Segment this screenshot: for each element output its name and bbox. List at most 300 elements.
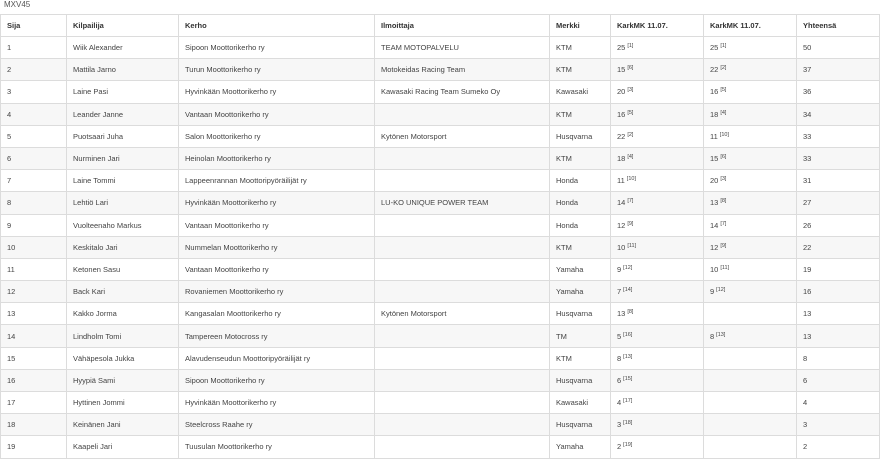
cell-make xyxy=(550,236,611,258)
cell-entrant-value: Kytönen Motorsport xyxy=(381,131,447,141)
cell-position-value: 19 xyxy=(7,442,16,452)
cell-club-value: Hyvinkään Moottorikerho ry xyxy=(185,398,277,408)
cell-race-1 xyxy=(611,147,704,169)
cell-race-1-value: 8 xyxy=(617,353,622,363)
cell-make-value: Husqvarna xyxy=(556,375,593,385)
cell-total-value: 26 xyxy=(803,220,812,230)
cell-make xyxy=(550,392,611,414)
cell-race-1-value: 15 xyxy=(617,65,626,75)
cell-total xyxy=(797,414,880,436)
cell-rider xyxy=(67,59,179,81)
cell-total xyxy=(797,436,880,458)
cell-total-value: 8 xyxy=(803,353,808,363)
header-kilpailija[interactable]: Kilpailija xyxy=(67,15,179,37)
cell-club-value: Lappeenrannan Moottoripyöräilijät ry xyxy=(185,176,307,186)
cell-make-value: KTM xyxy=(556,43,572,53)
cell-race-1-value: 20 xyxy=(617,87,626,97)
cell-make-value: Honda xyxy=(556,220,579,230)
cell-race-1-position: [11] xyxy=(627,242,637,249)
table-row xyxy=(1,236,880,258)
header-kerho[interactable]: Kerho xyxy=(179,15,375,37)
cell-race-2 xyxy=(704,369,797,391)
cell-position xyxy=(1,236,67,258)
cell-club xyxy=(179,147,375,169)
cell-position xyxy=(1,325,67,347)
cell-total xyxy=(797,236,880,258)
cell-make-value: KTM xyxy=(556,109,572,119)
cell-make-value: Husqvarna xyxy=(556,131,593,141)
cell-race-2-position: [5] xyxy=(720,87,727,94)
cell-race-2-position: [11] xyxy=(720,264,730,271)
cell-club-value: Vantaan Moottorikerho ry xyxy=(185,264,269,274)
cell-position-value: 18 xyxy=(7,420,16,430)
cell-race-2 xyxy=(704,414,797,436)
cell-entrant-value: Kawasaki Racing Team Sumeko Oy xyxy=(381,87,501,97)
cell-race-1 xyxy=(611,37,704,59)
cell-race-1 xyxy=(611,281,704,303)
cell-rider-value: Wiik Alexander xyxy=(73,43,123,53)
table-row xyxy=(1,392,880,414)
cell-position-value: 4 xyxy=(7,109,12,119)
cell-club-value: Hyvinkään Moottorikerho ry xyxy=(185,198,277,208)
header-ilmoittaja[interactable]: Ilmoittaja xyxy=(375,15,550,37)
cell-race-2 xyxy=(704,258,797,280)
cell-total xyxy=(797,369,880,391)
cell-race-1-value: 16 xyxy=(617,109,626,119)
cell-total-value: 13 xyxy=(803,331,812,341)
cell-club xyxy=(179,303,375,325)
cell-position xyxy=(1,37,67,59)
results-table xyxy=(0,14,880,459)
cell-race-2-value: 22 xyxy=(710,65,719,75)
cell-club-value: Alavudenseudun Moottoripyöräilijät ry xyxy=(185,353,311,363)
cell-club-value: Salon Moottorikerho ry xyxy=(185,131,261,141)
cell-rider xyxy=(67,81,179,103)
cell-make xyxy=(550,125,611,147)
table-caption: MXV45 xyxy=(4,0,31,9)
cell-club-value: Tampereen Motocross ry xyxy=(185,331,268,341)
cell-club xyxy=(179,103,375,125)
cell-make xyxy=(550,436,611,458)
cell-club-value: Vantaan Moottorikerho ry xyxy=(185,220,269,230)
cell-entrant xyxy=(375,436,550,458)
cell-race-2-value: 16 xyxy=(710,87,719,97)
cell-rider-value: Nurminen Jari xyxy=(73,154,120,164)
cell-race-2 xyxy=(704,103,797,125)
cell-club xyxy=(179,81,375,103)
cell-rider-value: Mattila Jarno xyxy=(73,65,116,75)
table-row xyxy=(1,436,880,458)
cell-rider-value: Laine Tommi xyxy=(73,176,116,186)
cell-make xyxy=(550,170,611,192)
cell-rider-value: Laine Pasi xyxy=(73,87,109,97)
cell-position xyxy=(1,170,67,192)
table-row xyxy=(1,414,880,436)
cell-race-1-position: [10] xyxy=(626,176,636,183)
cell-race-1-position: [12] xyxy=(623,264,633,271)
cell-rider xyxy=(67,236,179,258)
cell-race-1-position: [13] xyxy=(623,353,633,360)
cell-race-2-position: [4] xyxy=(720,109,727,116)
cell-rider xyxy=(67,369,179,391)
cell-club xyxy=(179,37,375,59)
cell-make-value: Kawasaki xyxy=(556,398,589,408)
cell-race-1-value: 10 xyxy=(617,242,626,252)
cell-race-1-position: [8] xyxy=(627,309,634,316)
cell-club xyxy=(179,192,375,214)
cell-position xyxy=(1,81,67,103)
cell-race-1-position: [14] xyxy=(623,287,633,294)
cell-make xyxy=(550,192,611,214)
cell-make-value: Honda xyxy=(556,198,579,208)
cell-total-value: 37 xyxy=(803,65,812,75)
cell-race-1 xyxy=(611,325,704,347)
cell-total-value: 33 xyxy=(803,131,812,141)
table-row xyxy=(1,214,880,236)
cell-race-1-value: 5 xyxy=(617,331,622,341)
cell-make xyxy=(550,281,611,303)
cell-rider-value: Puotsaari Juha xyxy=(73,131,124,141)
cell-total-value: 36 xyxy=(803,87,812,97)
cell-club-value: Hyvinkään Moottorikerho ry xyxy=(185,87,277,97)
cell-club xyxy=(179,125,375,147)
cell-race-1-position: [15] xyxy=(623,375,633,382)
cell-position xyxy=(1,258,67,280)
table-row xyxy=(1,192,880,214)
cell-race-1-value: 18 xyxy=(617,154,626,164)
cell-total-value: 19 xyxy=(803,264,812,274)
cell-race-1-position: [4] xyxy=(627,154,634,161)
cell-club xyxy=(179,170,375,192)
cell-race-2 xyxy=(704,436,797,458)
cell-race-1 xyxy=(611,347,704,369)
cell-make xyxy=(550,147,611,169)
cell-race-2-value: 14 xyxy=(710,220,719,230)
cell-position-value: 11 xyxy=(7,264,15,274)
cell-race-1-value: 6 xyxy=(617,375,622,385)
cell-position-value: 13 xyxy=(7,309,16,319)
cell-entrant xyxy=(375,369,550,391)
cell-position xyxy=(1,125,67,147)
cell-entrant xyxy=(375,347,550,369)
cell-position xyxy=(1,103,67,125)
cell-rider xyxy=(67,214,179,236)
cell-make-value: KTM xyxy=(556,353,572,363)
cell-total-value: 13 xyxy=(803,309,812,319)
cell-club xyxy=(179,214,375,236)
cell-race-2-value: 15 xyxy=(710,154,719,164)
cell-race-1-value: 2 xyxy=(617,442,622,452)
cell-race-2-position: [7] xyxy=(720,220,727,227)
table-row xyxy=(1,125,880,147)
cell-club xyxy=(179,436,375,458)
cell-race-1 xyxy=(611,236,704,258)
cell-make xyxy=(550,303,611,325)
cell-club xyxy=(179,281,375,303)
cell-make-value: Honda xyxy=(556,176,579,186)
cell-race-2 xyxy=(704,281,797,303)
cell-race-2 xyxy=(704,214,797,236)
cell-rider-value: Leander Janne xyxy=(73,109,124,119)
cell-entrant xyxy=(375,125,550,147)
cell-make xyxy=(550,347,611,369)
cell-race-2-position: [6] xyxy=(720,154,727,161)
cell-club-value: Vantaan Moottorikerho ry xyxy=(185,109,269,119)
cell-race-2 xyxy=(704,170,797,192)
cell-rider-value: Vähäpesola Jukka xyxy=(73,353,135,363)
cell-race-2-position: [13] xyxy=(716,331,726,338)
cell-race-1-value: 3 xyxy=(617,420,622,430)
cell-race-2-value: 20 xyxy=(710,176,719,186)
cell-race-2 xyxy=(704,81,797,103)
cell-total xyxy=(797,125,880,147)
cell-make-value: KTM xyxy=(556,154,572,164)
cell-race-2-value: 12 xyxy=(710,242,719,252)
cell-total xyxy=(797,214,880,236)
cell-total-value: 50 xyxy=(803,43,812,53)
cell-club-value: Rovaniemen Moottorikerho ry xyxy=(185,287,284,297)
cell-race-2 xyxy=(704,147,797,169)
cell-race-1-position: [18] xyxy=(623,420,633,427)
cell-race-2-position: [10] xyxy=(719,131,729,138)
cell-club xyxy=(179,59,375,81)
cell-position-value: 6 xyxy=(7,154,12,164)
cell-make-value: KTM xyxy=(556,65,572,75)
header-sija[interactable]: Sija xyxy=(1,15,67,37)
cell-position-value: 8 xyxy=(7,198,12,208)
cell-race-2-value: 9 xyxy=(710,287,715,297)
cell-race-1 xyxy=(611,103,704,125)
cell-position xyxy=(1,214,67,236)
cell-total-value: 4 xyxy=(803,398,808,408)
table-row xyxy=(1,103,880,125)
cell-race-2 xyxy=(704,59,797,81)
cell-race-2-value: 13 xyxy=(710,198,719,208)
cell-position-value: 12 xyxy=(7,287,16,297)
cell-rider xyxy=(67,325,179,347)
cell-entrant xyxy=(375,303,550,325)
cell-race-2 xyxy=(704,192,797,214)
cell-entrant xyxy=(375,281,550,303)
cell-entrant-value: Kytönen Motorsport xyxy=(381,309,447,319)
cell-race-2 xyxy=(704,347,797,369)
cell-race-2-value: 8 xyxy=(710,331,715,341)
cell-total xyxy=(797,37,880,59)
cell-race-1-value: 11 xyxy=(617,176,625,186)
table-row xyxy=(1,303,880,325)
cell-club-value: Tuusulan Moottorikerho ry xyxy=(185,442,272,452)
cell-race-1 xyxy=(611,192,704,214)
cell-race-1-value: 4 xyxy=(617,398,622,408)
cell-race-1 xyxy=(611,81,704,103)
cell-entrant xyxy=(375,325,550,347)
cell-race-2-value: 11 xyxy=(710,131,718,141)
cell-race-1-value: 7 xyxy=(617,287,622,297)
cell-entrant xyxy=(375,170,550,192)
table-row xyxy=(1,170,880,192)
table-row xyxy=(1,369,880,391)
cell-rider xyxy=(67,37,179,59)
header-merkki[interactable]: Merkki xyxy=(550,15,611,37)
cell-make-value: Husqvarna xyxy=(556,309,593,319)
cell-rider-value: Ketonen Sasu xyxy=(73,264,121,274)
header-yhteensa[interactable]: Yhteensä xyxy=(797,15,880,37)
cell-make xyxy=(550,214,611,236)
cell-position-value: 16 xyxy=(7,375,16,385)
cell-total-value: 27 xyxy=(803,198,812,208)
cell-race-1-position: [9] xyxy=(627,220,634,227)
cell-race-1-position: [7] xyxy=(627,198,634,205)
cell-race-2-position: [8] xyxy=(720,198,727,205)
cell-total xyxy=(797,81,880,103)
cell-entrant xyxy=(375,392,550,414)
cell-entrant xyxy=(375,414,550,436)
cell-position xyxy=(1,147,67,169)
cell-position xyxy=(1,303,67,325)
header-race-2[interactable]: KarkMK 11.07. xyxy=(704,15,797,37)
table-row xyxy=(1,37,880,59)
cell-entrant xyxy=(375,103,550,125)
cell-make xyxy=(550,325,611,347)
cell-club-value: Steelcross Raahe ry xyxy=(185,420,253,430)
cell-position xyxy=(1,281,67,303)
cell-total xyxy=(797,325,880,347)
cell-total-value: 6 xyxy=(803,375,808,385)
cell-race-1-value: 14 xyxy=(617,198,626,208)
cell-race-1-value: 22 xyxy=(617,131,626,141)
cell-entrant xyxy=(375,258,550,280)
cell-total-value: 16 xyxy=(803,287,812,297)
cell-rider xyxy=(67,125,179,147)
cell-race-1-position: [19] xyxy=(623,442,633,449)
cell-race-1 xyxy=(611,436,704,458)
cell-position-value: 7 xyxy=(7,176,12,186)
cell-rider-value: Keinänen Jani xyxy=(73,420,121,430)
cell-race-1 xyxy=(611,125,704,147)
cell-make xyxy=(550,37,611,59)
cell-club xyxy=(179,369,375,391)
cell-race-1 xyxy=(611,369,704,391)
cell-race-1 xyxy=(611,392,704,414)
table-row xyxy=(1,325,880,347)
cell-make xyxy=(550,369,611,391)
header-row xyxy=(1,15,880,37)
cell-club xyxy=(179,347,375,369)
cell-race-2-position: [2] xyxy=(720,65,727,72)
cell-rider-value: Keskitalo Jari xyxy=(73,242,118,252)
cell-race-2 xyxy=(704,303,797,325)
cell-make-value: TM xyxy=(556,331,567,341)
cell-club-value: Nummelan Moottorikerho ry xyxy=(185,242,278,252)
cell-position xyxy=(1,414,67,436)
cell-race-2 xyxy=(704,236,797,258)
cell-race-1-position: [6] xyxy=(627,65,634,72)
cell-club xyxy=(179,325,375,347)
table-row xyxy=(1,347,880,369)
cell-race-1 xyxy=(611,59,704,81)
cell-club-value: Turun Moottorikerho ry xyxy=(185,65,261,75)
cell-race-2 xyxy=(704,325,797,347)
cell-total xyxy=(797,147,880,169)
cell-entrant-value: TEAM MOTOPALVELU xyxy=(381,43,459,53)
cell-make-value: Kawasaki xyxy=(556,87,589,97)
cell-make xyxy=(550,414,611,436)
cell-race-1-value: 12 xyxy=(617,220,626,230)
cell-club-value: Kangasalan Moottorikerho ry xyxy=(185,309,281,319)
cell-position xyxy=(1,369,67,391)
cell-position-value: 3 xyxy=(7,87,12,97)
cell-race-2 xyxy=(704,37,797,59)
cell-total-value: 2 xyxy=(803,442,808,452)
cell-position-value: 5 xyxy=(7,131,12,141)
cell-rider xyxy=(67,281,179,303)
cell-position-value: 14 xyxy=(7,331,16,341)
cell-total xyxy=(797,303,880,325)
cell-race-2 xyxy=(704,125,797,147)
cell-total-value: 33 xyxy=(803,154,812,164)
table-row xyxy=(1,59,880,81)
cell-position-value: 9 xyxy=(7,220,12,230)
cell-rider-value: Back Kari xyxy=(73,287,106,297)
cell-race-2-value: 25 xyxy=(710,43,719,53)
cell-make-value: Yamaha xyxy=(556,264,584,274)
cell-race-2-position: [3] xyxy=(720,176,727,183)
cell-total-value: 22 xyxy=(803,242,812,252)
cell-position-value: 17 xyxy=(7,398,16,408)
cell-position xyxy=(1,436,67,458)
cell-race-1 xyxy=(611,258,704,280)
cell-position xyxy=(1,192,67,214)
table-row xyxy=(1,281,880,303)
cell-total xyxy=(797,103,880,125)
table-row xyxy=(1,147,880,169)
cell-total xyxy=(797,258,880,280)
cell-entrant xyxy=(375,147,550,169)
header-race-1[interactable]: KarkMK 11.07. xyxy=(611,15,704,37)
cell-rider-value: Vuolteenaho Markus xyxy=(73,220,142,230)
cell-rider-value: Hyypiä Sami xyxy=(73,375,116,385)
cell-race-2-value: 10 xyxy=(710,264,719,274)
cell-make-value: Yamaha xyxy=(556,442,584,452)
cell-race-2-position: [1] xyxy=(720,43,727,50)
cell-rider xyxy=(67,303,179,325)
table-row xyxy=(1,81,880,103)
cell-total-value: 3 xyxy=(803,420,808,430)
cell-rider xyxy=(67,147,179,169)
cell-entrant xyxy=(375,236,550,258)
cell-entrant-value: LU-KO UNIQUE POWER TEAM xyxy=(381,198,489,208)
cell-rider-value: Lindholm Tomi xyxy=(73,331,122,341)
cell-entrant xyxy=(375,192,550,214)
cell-race-1-position: [16] xyxy=(623,331,633,338)
cell-entrant xyxy=(375,81,550,103)
cell-rider-value: Kakko Jorma xyxy=(73,309,117,319)
cell-rider xyxy=(67,436,179,458)
cell-club-value: Sipoon Moottorikerho ry xyxy=(185,375,265,385)
cell-race-2 xyxy=(704,392,797,414)
cell-position xyxy=(1,347,67,369)
cell-race-2-value: 18 xyxy=(710,109,719,119)
cell-race-1-position: [5] xyxy=(627,109,634,116)
cell-race-2-position: [9] xyxy=(720,242,727,249)
cell-entrant xyxy=(375,59,550,81)
cell-position-value: 1 xyxy=(7,43,12,53)
cell-make xyxy=(550,103,611,125)
cell-club xyxy=(179,414,375,436)
cell-entrant-value: Motokeidas Racing Team xyxy=(381,65,466,75)
cell-rider-value: Lehtiö Lari xyxy=(73,198,109,208)
cell-race-1-position: [1] xyxy=(627,43,634,50)
